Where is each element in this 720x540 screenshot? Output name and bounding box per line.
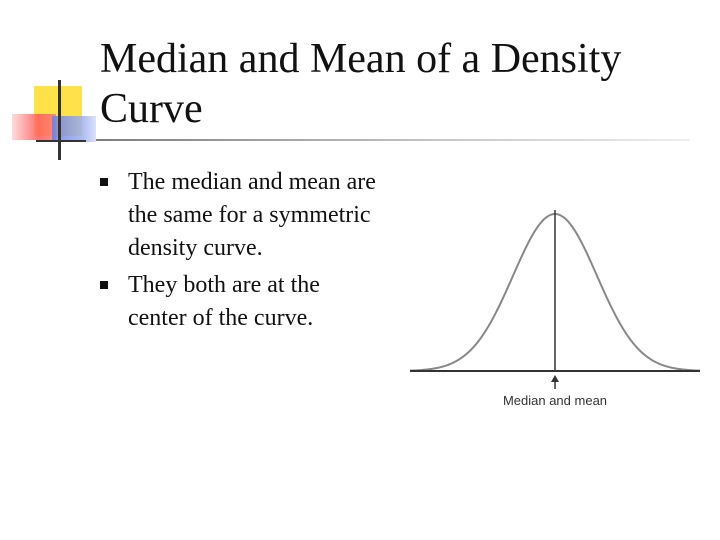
slide-title: Median and Mean of a Density Curve xyxy=(100,36,622,132)
bullet-text: The median and mean are the same for a symmetric density curve. xyxy=(128,169,376,261)
density-curve-diagram xyxy=(400,200,710,420)
decorative-horizontal-line xyxy=(36,140,86,142)
bullet-list xyxy=(100,166,380,339)
marker-label: Median and mean xyxy=(502,393,608,408)
bullet-item xyxy=(100,269,380,335)
title-underline xyxy=(96,139,690,141)
square-bullet-icon xyxy=(100,178,108,186)
bullet-item xyxy=(100,166,380,265)
bullet-text: They both are at the center of the curve. xyxy=(128,272,320,331)
square-bullet-icon xyxy=(100,281,108,289)
up-arrow-icon xyxy=(551,375,559,382)
decorative-red-block xyxy=(12,114,56,140)
decorative-vertical-line xyxy=(58,80,61,160)
